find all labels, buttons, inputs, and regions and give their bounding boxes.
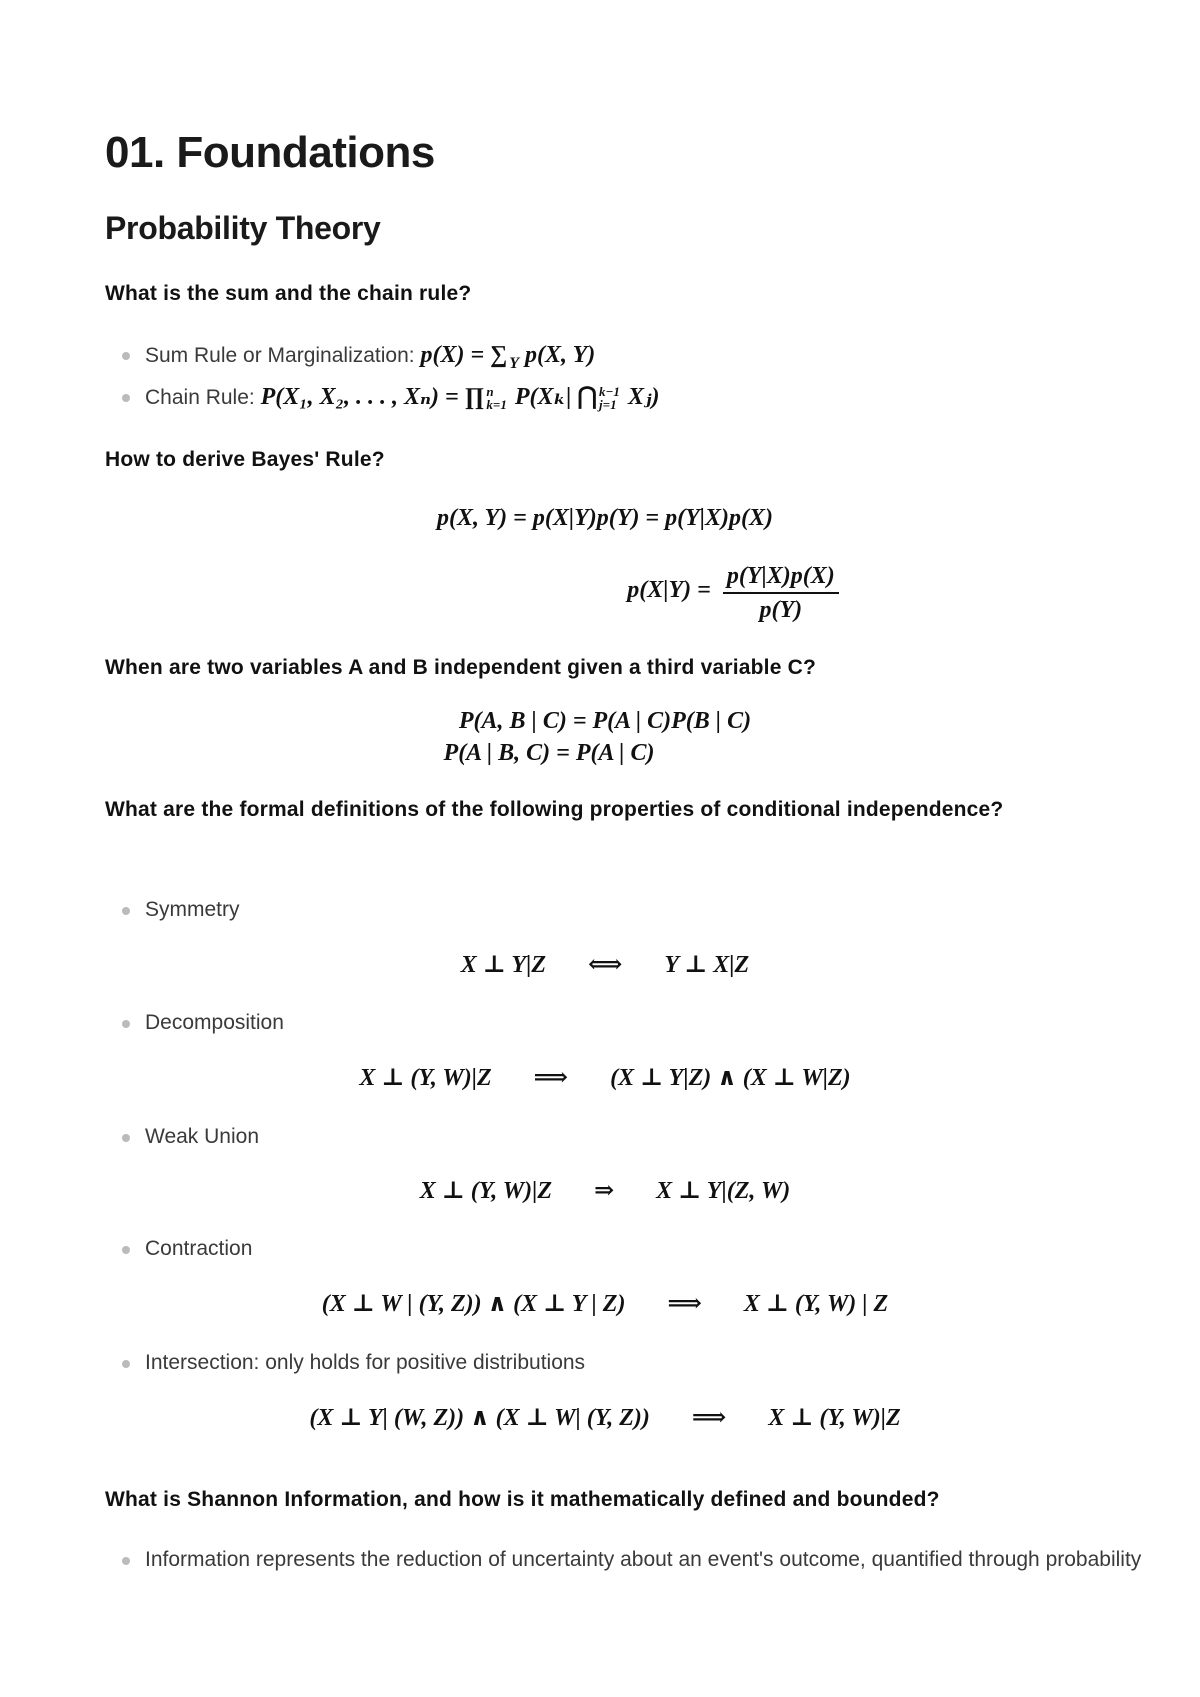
bullet-icon: [122, 352, 130, 360]
chain-rule-formula: P(X₁, X₂, . . . , Xₙ) = ∏ n k=1 P(Xₖ| ⋂ k−1 j=1 Xⱼ): [260, 384, 660, 413]
bayes-fraction: $\frac{p(Y|X)p(X)}{p(Y)}$: [723, 560, 839, 626]
list-item-sum-rule: [105, 337, 1095, 373]
contraction-equation: (X ⊥ W | (Y, Z)) ∧ (X ⊥ Y | Z) ⟹ X ⊥ (Y, W) | Z: [321, 1291, 889, 1317]
question-conditional-independence: When are two variables A and B independent given a third variable C?: [105, 656, 817, 679]
independence-equation-1: P(A, B | C) = P(A | C)P(B | C): [458, 708, 752, 734]
question-shannon-information: What is Shannon Information, and how is it mathematically defined and bounded?: [105, 1488, 940, 1511]
weak-union-equation: X ⊥ (Y, W)|Z ⇒ X ⊥ Y|(Z, W): [419, 1178, 791, 1204]
decomposition-equation: X ⊥ (Y, W)|Z ⟹ (X ⊥ Y|Z) ∧ (X ⊥ W|Z): [359, 1065, 851, 1091]
sum-rule-formula: p(X) = ∑ $_Y$ p(X, Y): [420, 342, 596, 372]
bullet-icon: [122, 1020, 130, 1028]
bayes-joint-equation: p(X, Y) = p(X|Y)p(Y) = p(Y|X)p(X): [436, 505, 774, 531]
list-item-intersection: Intersection: only holds for positive distributions: [105, 1345, 1095, 1381]
bullet-icon: [122, 1557, 130, 1565]
bullet-icon: [122, 1360, 130, 1368]
bayes-rule-equation: p(X|Y) = $\frac{p(Y|X)p(X)}{p(Y)}$: [233, 560, 1200, 626]
bullet-icon: [122, 1134, 130, 1142]
question-ci-properties: What are the formal definitions of the following properties of conditional independence?: [105, 798, 1004, 821]
symmetry-equation: X ⊥ Y|Z ⟺ Y ⊥ X|Z: [460, 952, 750, 978]
intersection-equation: (X ⊥ Y| (W, Z)) ∧ (X ⊥ W| (Y, Z)) ⟹ X ⊥ (Y, W)|Z: [309, 1405, 901, 1431]
question-sum-chain-rule: What is the sum and the chain rule?: [105, 282, 472, 305]
list-item-contraction: Contraction: [105, 1231, 1095, 1267]
list-item-information-definition: Information represents the reduction of uncertainty about an event's outcome, quantified through probability: [105, 1542, 1095, 1614]
section-heading: Probability Theory: [105, 210, 381, 246]
bullet-icon: [122, 907, 130, 915]
list-item-symmetry: Symmetry: [105, 892, 1095, 928]
chain-rule-label: Chain Rule:: [145, 386, 255, 409]
bullet-icon: [122, 1246, 130, 1254]
bullet-icon: [122, 394, 130, 402]
list-item-chain-rule: [105, 379, 1095, 415]
page-title: 01. Foundations: [105, 128, 435, 177]
question-bayes-rule: How to derive Bayes' Rule?: [105, 448, 385, 471]
list-item-decomposition: Decomposition: [105, 1005, 1095, 1041]
independence-equation-2: P(A | B, C) = P(A | C): [443, 740, 655, 766]
sum-rule-label: Sum Rule or Marginalization:: [145, 344, 415, 367]
list-item-weak-union: Weak Union: [105, 1119, 1095, 1155]
